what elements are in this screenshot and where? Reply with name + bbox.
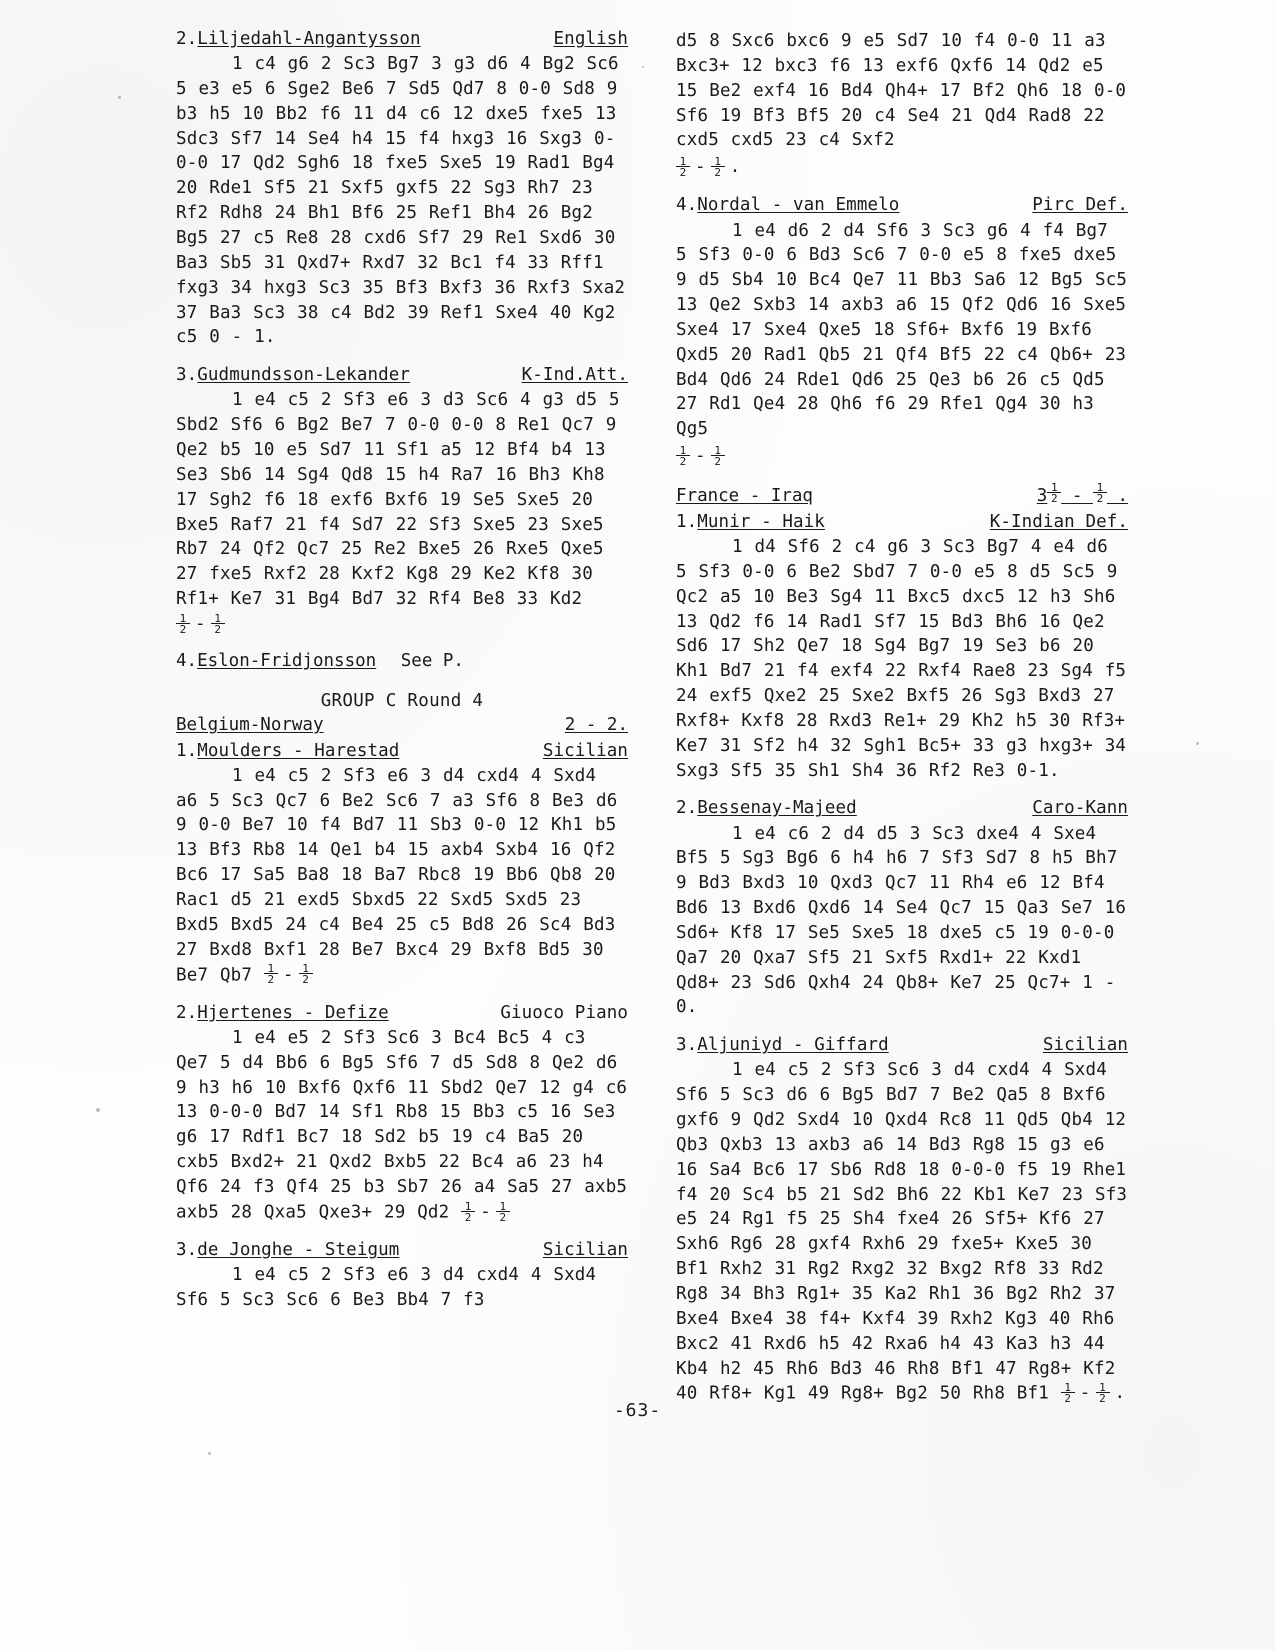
game-moves: 1 e4 c5 2 Sf3 e6 3 d3 Sc6 4 g3 d5 5 Sbd2 Sf6 6 Bg2 Be7 7 0-0 0-0 8 Re1 Qc7 9 Qe2 b5 10 e5 Sd7 11 Sf1 a5 12 Bf4 b4 13 Se3 Sb6 14 Sg4 Qd8 15 h4 Ra7 16 Bh3 Kh8 17 Sgh2 f6 18 exf6 Bxf6 19 Se5 Sxe5 20 Bxe5 Raf7 21 f4 Sd7 22 Sf3 Sxe5 23 Sxe5 Rb7 24 Qf2 Qc7 25 Re2 Bxe5 26 Rxe5 Qxe5 27 fxe5 Rxf2 28 Kxf2 Kg8 29 Ke2 Kf8 30 Rf1+ Ke7 31 Bg4 Bd7 32 Rf4 Be8 33 Kd2 $\frac{1}{2}$ - $\frac{1}{2}$ (176, 390, 620, 636)
game-opening: English (553, 29, 628, 49)
match-score: 3 $\frac{1}{2}$ - $\frac{1}{2}$ . (1036, 481, 1128, 507)
half-fraction: $\frac{1}{2}$ (461, 1202, 475, 1223)
game-players: de Jonghe - Steigum (197, 1240, 400, 1261)
game-result-draw: $\frac{1}{2}$ - $\frac{1}{2}$ (264, 963, 313, 988)
game-number: 4. (176, 651, 198, 672)
game-opening: Sicilian (542, 1240, 628, 1261)
half-fraction: $\frac{1}{2}$ (1047, 483, 1061, 504)
page-number: -63- (613, 1400, 662, 1421)
game-players: Nordal - van Emmelo (697, 195, 900, 216)
group-header: GROUP C Round 4 (320, 691, 484, 712)
game-result-draw: $\frac{1}{2}$ - $\frac{1}{2}$ . (676, 155, 1128, 180)
game-number: 2. (176, 1002, 198, 1023)
half-fraction: $\frac{1}{2}$ (1061, 1383, 1075, 1404)
game-result-draw: $\frac{1}{2}$ - $\frac{1}{2}$ (461, 1200, 510, 1225)
half-fraction: $\frac{1}{2}$ (676, 446, 690, 467)
game-moves: 1 e4 c5 2 Sf3 Sc6 3 d4 cxd4 4 Sxd4 Sf6 5 Sc3 d6 6 Bg5 Bd7 7 Be2 Qa5 8 Bxf6 gxf6 9 Qd2 Sxd4 10 Qxd4 Rc8 11 Qd5 Qb4 12 Qb3 Qxb3 13 axb3 a6 14 Bd3 Rg8 15 g3 e6 16 Sa4 Bc6 17 Sb6 Rd8 18 0-0-0 f5 19 Rhe1 f4 20 Sc4 b5 21 Sd2 Bh6 22 Kb1 Ke7 23 Sf3 e5 24 Rg1 f5 25 Sh4 fxe4 26 Sf5+ Kf6 27 Sxh6 Rg6 28 gxf4 Rxh6 29 fxe5+ Kxe5 30 Bf1 Rxh2 31 Rg2 Rxg2 32 Bxg2 Rf8 33 Rd2 Rg8 34 Bh3 Rg1+ 35 Ka2 Rh1 36 Bg2 Rh2 37 Bxe4 Bxe4 38 f4+ Kxf4 39 Rxh2 Kg3 40 Rh6 Bxc2 41 Rxd6 h5 42 Rxa6 h4 43 Ka3 h3 44 Kb4 h2 45 Rh6 Bd3 46 Rh8 Bf1 47 Rg8+ Kf2 40 Rf8+ Kg1 49 Rg8+ Bg2 50 Rh8 Bf1 $\frac{1}{2}$ - $\frac{1}{2}$ . (676, 1060, 1128, 1406)
match-header (176, 713, 628, 738)
game-players: Liljedahl-Angantysson (197, 29, 421, 49)
game-number: 3. (176, 365, 198, 386)
game-number: 2. (176, 29, 198, 49)
game-moves: d5 8 Sxc6 bxc6 9 e5 Sd7 10 f4 0-0 11 a3 Bxc3+ 12 bxc3 f6 13 exf6 Qxf6 14 Qd2 e5 15 Be2 exf4 16 Bd4 Qh4+ 17 Bf2 Qh6 18 0-0 Sf6 19 Bf3 Bf5 20 c4 Se4 21 Qd4 Rad8 22 cxd5 cxd5 23 c4 Sxf2 (676, 31, 1127, 151)
game-header (176, 1002, 628, 1025)
game-moves: 1 e4 e5 2 Sf3 Sc6 3 Bc4 Bc5 4 c3 Qe7 5 d4 Bb6 6 Bg5 Sf6 7 d5 Sd8 8 Qe2 d6 9 h3 h6 10 Bxf6 Qxf6 11 Sbd2 Qe7 12 g4 c6 13 0-0-0 Bd7 14 Sf1 Rb8 15 Bb3 c5 16 Se3 g6 17 Rdf1 Bc7 18 Sd2 b5 19 c4 Ba5 20 cxb5 Bxd2+ 21 Qxd2 Bxb5 22 Bc4 a6 23 h4 Qf6 24 f3 Qf4 25 b3 Sb7 26 a4 Sa5 27 axb5 axb5 28 Qxa5 Qxe3+ 29 Qd2 $\frac{1}{2}$ - $\frac{1}{2}$ (176, 1027, 628, 1224)
game-moves: 1 e4 c5 2 Sf3 e6 3 d4 cxd4 4 Sxd4 Sf6 5 Sc3 Sc6 6 Be3 Bb4 7 f3 (176, 1265, 597, 1310)
game-reference (176, 651, 628, 671)
game-entry (176, 1002, 628, 1225)
game-moves: 1 d4 Sf6 2 c4 g6 3 Sc3 Bg7 4 e4 d6 5 Sf3 0-0 6 Be2 Sbd7 7 0-0 e5 8 d5 Sc5 9 Qc2 a5 10 Be3 Sg4 11 Bxc5 dxc5 12 h3 Sh6 13 Qd2 f6 14 Rad1 Sf7 15 Bd3 Bh6 16 Qe2 Sd6 17 Sh2 Qe7 18 Sg4 Bg7 19 Se3 b6 20 Kh1 Bd7 21 f4 exf4 22 Rxf4 Rae8 23 Sg4 f5 24 exf5 Qxe2 25 Sxe2 Bxf5 26 Sg3 Bxd3 27 Rxf8+ Kxf8 28 Rxd3 Re1+ 29 Kh2 h5 30 Rf3+ Ke7 31 Sf2 h4 32 Sgh1 Bc5+ 33 g3 hxg3+ 34 Sxg3 Sf5 35 Sh1 Sh4 36 Rf2 Re3 0-1. (676, 537, 1127, 781)
game-header (176, 740, 628, 763)
game-number: 1. (676, 511, 698, 532)
game-number: 3. (676, 1035, 698, 1056)
two-column-body (0, 28, 1275, 1588)
game-moves: 1 e4 c5 2 Sf3 e6 3 d4 cxd4 4 Sxd4 a6 5 Sc3 Qc7 6 Be2 Sc6 7 a3 Sf6 8 Be3 d6 9 0-0 Be7 10 f4 Bd7 11 Sb3 0-0 12 Kh1 b5 13 Bf3 Rb8 14 Qe1 b4 15 axb4 Sxb4 16 Qf2 Bc6 17 Sa5 Ba8 18 Ba7 Rbc8 19 Bb6 Qb8 20 Rac1 d5 21 exd5 Sbxd5 22 Sxd5 Sxd5 23 Bxd5 Bxd5 24 c4 Be4 25 c5 Bd8 26 Sc4 Bd3 27 Bxd8 Bxf1 28 Be7 Bxc4 29 Bxf8 Bd5 30 Be7 Qb7 $\frac{1}{2}$ - $\frac{1}{2}$ (176, 765, 618, 987)
game-entry (676, 1034, 1128, 1406)
half-fraction: $\frac{1}{2}$ (711, 157, 725, 178)
game-players: Bessenay-Majeed (697, 798, 857, 819)
game-players: Munir - Haik (697, 511, 825, 532)
half-fraction: $\frac{1}{2}$ (264, 964, 278, 985)
game-opening: Sicilian (542, 740, 628, 761)
game-header (176, 28, 628, 51)
half-fraction: $\frac{1}{2}$ (211, 614, 225, 635)
match-teams: France - Iraq (676, 486, 813, 507)
game-players: Moulders - Harestad (197, 740, 400, 761)
match-score: 2 - 2. (564, 715, 628, 736)
game-entry (676, 511, 1128, 784)
game-result-draw: $\frac{1}{2}$ - $\frac{1}{2}$ (676, 444, 1128, 469)
game-opening: K-Indian Def. (989, 511, 1128, 532)
game-players: Gudmundsson-Lekander (197, 365, 410, 386)
half-fraction: $\frac{1}{2}$ (711, 446, 725, 467)
game-moves: 1 e4 d6 2 d4 Sf6 3 Sc3 g6 4 f4 Bg7 5 Sf3 0-0 6 Bd3 Sc6 7 0-0 e5 8 fxe5 dxe5 9 d5 Sb4 10 Bc4 Qe7 11 Bb3 Sa6 12 Bg5 Sc5 13 Qe2 Sxb3 14 axb3 a6 15 Qf2 Qd6 16 Sxe5 Sxe4 17 Sxe4 Qxe5 18 Sf6+ Bxf6 19 Bxf6 Qxd5 20 Rad1 Qb5 21 Qf4 Bf5 22 c4 Qb6+ 23 Bd4 Qd6 24 Rde1 Qd6 25 Qe3 b6 26 c5 Qd5 27 Rd1 Qe4 28 Qh6 f6 29 Rfe1 Qg4 30 h3 Qg5 (676, 220, 1128, 440)
game-entry (176, 28, 628, 350)
game-number: 4. (676, 195, 698, 216)
half-fraction: $\frac{1}{2}$ (299, 964, 313, 985)
game-entry (176, 740, 628, 988)
game-note: See P. (400, 651, 464, 672)
left-column (176, 28, 628, 1588)
game-header (676, 194, 1128, 217)
game-players: Eslon-Fridjonsson (197, 651, 377, 672)
game-header (676, 1034, 1128, 1057)
game-result-draw: $\frac{1}{2}$ - $\frac{1}{2}$ (176, 612, 225, 637)
half-fraction: $\frac{1}{2}$ (496, 1202, 510, 1223)
half-fraction: $\frac{1}{2}$ (176, 614, 190, 635)
game-entry (176, 1239, 628, 1313)
game-entry (676, 797, 1128, 1020)
half-fraction: $\frac{1}{2}$ (1096, 1383, 1110, 1404)
game-number: 2. (676, 798, 698, 819)
right-column (676, 28, 1128, 1588)
game-header (676, 797, 1128, 820)
game-moves: 1 e4 c6 2 d4 d5 3 Sc3 dxe4 4 Sxe4 Bf5 5 Sg3 Bg6 6 h4 h6 7 Sf3 Sd7 8 h5 Bh7 9 Bd3 Bxd3 10 Qxd3 Qc7 11 Rh4 e6 12 Bf4 Bd6 13 Bxd6 Qxd6 14 Se4 Qc7 15 Qa3 Se7 16 Sd6+ Kf8 17 Se5 Sxe5 18 dxe5 c5 19 0-0-0 Qa7 20 Qxa7 Sf5 21 Sxf5 Rxd1+ 22 Kxd1 Qd8+ 23 Sd6 Qxh4 24 Qb8+ Ke7 25 Qc7+ 1 - 0. (676, 823, 1127, 1018)
half-fraction: $\frac{1}{2}$ (1093, 483, 1107, 504)
game-opening: Pirc Def. (1032, 195, 1128, 216)
game-players: Aljuniyd - Giffard (697, 1035, 889, 1056)
game-opening: Sicilian (1042, 1035, 1128, 1056)
game-header (176, 1239, 628, 1262)
half-fraction: $\frac{1}{2}$ (676, 157, 690, 178)
game-moves: 1 c4 g6 2 Sc3 Bg7 3 g3 d6 4 Bg2 Sc6 5 e3 e5 6 Sge2 Be6 7 Sd5 Qd7 8 0-0 Sd8 9 b3 h5 10 Bb2 f6 11 d4 c6 12 dxe5 fxe5 13 Sdc3 Sf7 14 Se4 h4 15 f4 hxg3 16 Sxg3 0-0-0 17 Qd2 Sgh6 18 fxe5 Sxe5 19 Rad1 Bg4 20 Rde1 Sf5 21 Sxf5 gxf5 22 Sg3 Rh7 23 Rf2 Rdh8 24 Bh1 Bf6 25 Ref1 Bh4 26 Bg2 Bg5 27 c5 Re8 28 cxd6 Sf7 29 Re1 Sxd6 30 Ba3 Sb5 31 Qxd7+ Rxd7 32 Bc1 f4 33 Rff1 fxg3 34 hxg3 Sc3 35 Bf3 Bxf3 36 Rxf3 Sxa2 37 Ba3 Sc3 38 c4 Bd2 39 Ref1 Sxe4 40 Kg2 c5 0 - 1. (176, 54, 626, 348)
game-entry (676, 194, 1128, 469)
match-teams: Belgium-Norway (176, 715, 324, 736)
game-entry (176, 364, 628, 637)
game-number: 3. (176, 1240, 198, 1261)
game-players: Hjertenes - Defize (197, 1002, 389, 1023)
game-result-draw: $\frac{1}{2}$ - $\frac{1}{2}$ . (1061, 1381, 1126, 1406)
game-header (676, 511, 1128, 534)
game-header (176, 364, 628, 387)
match-header (676, 483, 1128, 509)
game-opening: Giuoco Piano (500, 1002, 628, 1023)
game-number: 1. (176, 740, 198, 761)
game-continuation (676, 29, 1128, 180)
game-opening: Caro-Kann (1032, 798, 1128, 819)
game-opening: K-Ind.Att. (521, 365, 628, 386)
